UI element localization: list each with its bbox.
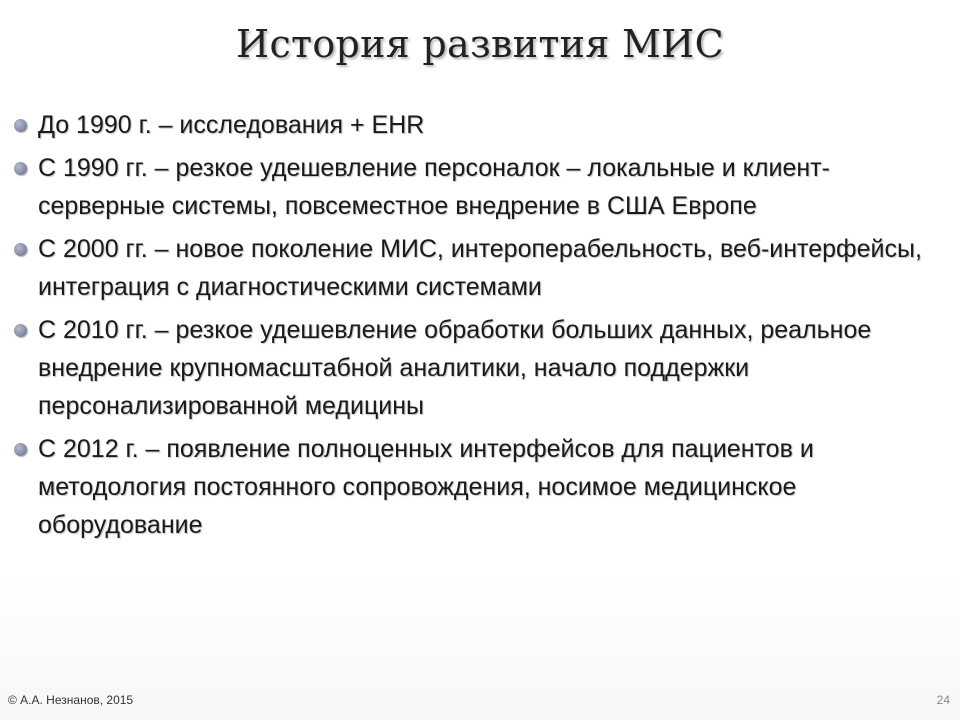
bullet-item [14,230,944,306]
bullet-item [14,149,944,225]
bullet-dot-icon [14,162,27,175]
bullet-text: С 1990 гг. – резкое удешевление персоналок – локальные и клиент-серверные системы, повсеместное внедрение в США Европе [38,154,830,220]
bullet-list [14,106,944,549]
bullet-item [14,106,944,144]
bullet-dot-icon [14,443,27,456]
bullet-text: С 2000 гг. – новое поколение МИС, интероперабельность, веб-интерфейсы, интеграция с диагностическими системами [38,235,922,301]
bullet-item [14,430,944,544]
bullet-text: С 2010 гг. – резкое удешевление обработки больших данных, реальное внедрение крупномасштабной аналитики, начало поддержки персонализированной медицины [38,316,872,420]
page-number: 24 [936,693,950,707]
slide-title: История развития МИС [236,22,724,66]
bullet-dot-icon [14,119,27,132]
bullet-text: С 2012 г. – появление полноценных интерфейсов для пациентов и методология постоянного сопровождения, носимое медицинское оборудование [38,435,814,539]
bullet-dot-icon [14,324,27,337]
bullet-item [14,311,944,425]
bullet-text: До 1990 г. – исследования + EHR [38,111,425,139]
footer-copyright: © А.А. Незнанов, 2015 [8,693,134,707]
bullet-dot-icon [14,243,27,256]
